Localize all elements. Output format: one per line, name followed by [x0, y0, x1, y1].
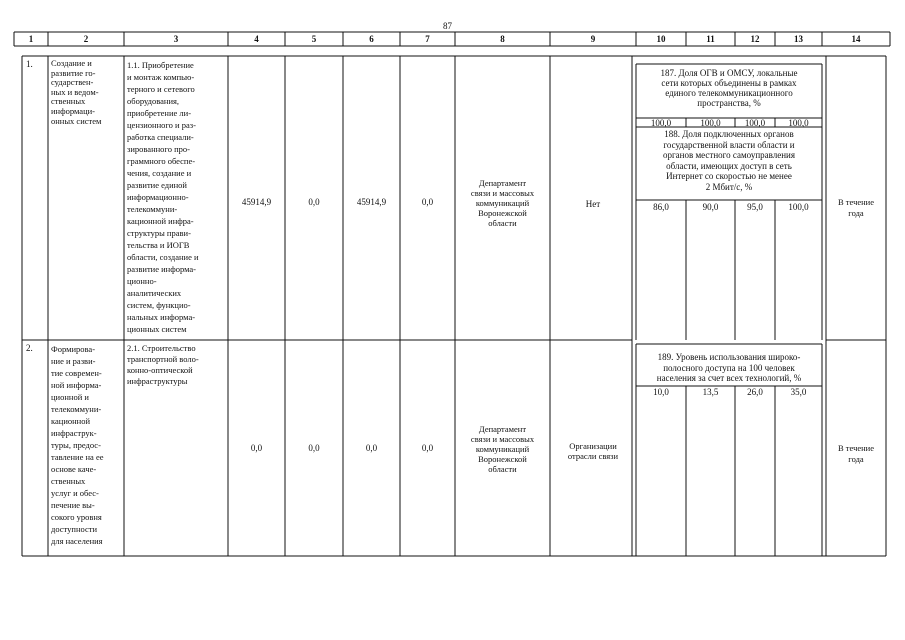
text-line: ционной и	[51, 392, 89, 402]
text-line: развитие информа-	[127, 264, 197, 274]
text-line: области, создание и	[127, 252, 199, 262]
participants	[550, 441, 636, 461]
column-header: 4	[254, 34, 259, 44]
term	[826, 443, 886, 465]
text-line: 187. Доля ОГВ и ОМСУ, локальные	[660, 68, 798, 78]
text-line: цензионного и раз-	[127, 120, 196, 130]
indicator-value: 26,0	[747, 387, 763, 397]
text-line: коммуникаций	[475, 444, 530, 454]
text-line: области	[488, 218, 517, 228]
text-line: зированного про-	[127, 144, 190, 154]
indicator-189	[636, 352, 822, 384]
text-line: Интернет со скоростью не менее	[666, 171, 792, 181]
text-line: Департамент	[478, 178, 527, 188]
text-line: основе каче-	[51, 464, 97, 474]
text-line: Создание и	[51, 58, 92, 68]
text-line: 2.1. Строительство	[127, 343, 196, 353]
text-line: кационной инфра-	[127, 216, 194, 226]
indicator-value: 95,0	[747, 202, 763, 212]
text-line: Воронежской	[478, 208, 527, 218]
text-line: 189. Уровень использования широко-	[657, 352, 801, 362]
text-line: телекоммуни-	[127, 204, 178, 214]
indicator-value: 10,0	[653, 387, 669, 397]
text-line: В течение	[838, 443, 874, 453]
text-line: связи и массовых	[470, 434, 535, 444]
text-line: ных и ведом-	[51, 86, 99, 97]
column-header: 6	[369, 34, 374, 44]
indicator-187	[636, 68, 822, 108]
text-line: сударствен-	[51, 77, 94, 88]
column-header: 13	[794, 34, 803, 44]
indicator-value: 90,0	[702, 202, 719, 212]
column-header: 9	[590, 34, 596, 44]
activity-text	[127, 59, 199, 335]
text-line: тельства и ИОГВ	[127, 240, 190, 250]
text-line: приобретение ли-	[127, 108, 192, 118]
text-line: систем, функцио-	[127, 300, 191, 310]
text-line: оборудования,	[127, 96, 180, 106]
text-line: печение вы-	[51, 500, 95, 510]
funding-value: 0,0	[421, 443, 434, 453]
text-line: 2 Мбит/с, %	[705, 181, 753, 192]
text-line: ционных систем	[127, 324, 187, 334]
text-line: отрасли связи	[567, 451, 619, 461]
text-line: доступности	[51, 524, 98, 534]
column-header: 8	[500, 34, 505, 44]
text-line: сети которых объединены в рамках	[661, 78, 797, 88]
text-line: области, имеющих доступ в сеть	[666, 160, 792, 171]
text-line: органов местного самоуправления	[662, 150, 796, 160]
participants: Нет	[585, 199, 601, 209]
text-line: структуры прави-	[127, 228, 191, 238]
text-line: конно-оптической	[127, 365, 193, 375]
funding-value: 0,0	[250, 443, 263, 453]
text-line: туры, предос-	[51, 440, 101, 450]
text-line: В течение	[838, 197, 874, 207]
text-line: тие современ-	[51, 368, 102, 378]
row-name	[51, 343, 104, 547]
indicator-value: 35,0	[790, 387, 807, 397]
indicator-value: 100,0	[788, 118, 809, 128]
text-line: 1.1. Приобретение	[127, 60, 194, 70]
text-line: аналитических	[127, 288, 182, 298]
funding-value: 45914,9	[241, 197, 272, 207]
text-line: полосного доступа на 100 человек	[663, 362, 795, 373]
text-line: Организации	[569, 441, 617, 451]
executor	[455, 424, 550, 474]
text-line: и монтаж компью-	[127, 72, 195, 82]
text-line: ной информа-	[51, 380, 102, 390]
row-number: 1.	[26, 59, 33, 69]
text-line: работка специали-	[127, 132, 194, 142]
column-header: 5	[311, 34, 317, 44]
text-line: развитие единой	[127, 180, 187, 190]
indicator-value: 100,0	[650, 118, 672, 128]
funding-value: 45914,9	[356, 197, 387, 207]
term	[826, 197, 886, 219]
text-line: ственных	[51, 96, 86, 107]
text-line: информационно-	[127, 192, 189, 202]
text-line: услуг и обес-	[51, 488, 99, 498]
column-header: 2	[83, 34, 89, 44]
text-line: информаци-	[51, 105, 95, 116]
text-line: транспортной воло-	[127, 354, 199, 364]
activity-text	[127, 343, 199, 387]
text-line: для населения	[51, 536, 103, 546]
text-line: телекоммуни-	[51, 404, 102, 414]
text-line: ционно-	[127, 276, 157, 286]
text-line: терного и сетевого	[127, 84, 195, 94]
page-number: 87	[443, 21, 452, 31]
text-line: кационной	[51, 416, 91, 426]
indicator-value: 100,0	[700, 118, 721, 128]
text-line: единого телекоммуникационного	[665, 88, 793, 98]
column-header: 10	[656, 34, 666, 44]
column-header: 1	[28, 34, 34, 44]
indicator-value: 86,0	[653, 202, 669, 212]
text-line: связи и массовых	[470, 188, 535, 198]
text-line: ние и разви-	[51, 356, 96, 366]
text-line: года	[848, 454, 864, 464]
text-line: государственной власти области и	[663, 139, 795, 150]
text-line: Формирова-	[51, 344, 96, 354]
column-header: 12	[750, 34, 760, 44]
text-line: ственных	[51, 476, 86, 486]
column-header: 11	[706, 34, 715, 44]
row-number: 2.	[26, 343, 33, 353]
row-name	[51, 59, 101, 126]
text-line: Воронежской	[478, 454, 527, 464]
indicator-188	[636, 129, 822, 192]
column-header: 14	[851, 34, 861, 44]
text-line: чения, создание и	[127, 168, 192, 178]
funding-value: 0,0	[421, 197, 434, 207]
text-line: нальных информа-	[127, 312, 196, 322]
indicator-value: 100,0	[788, 202, 809, 212]
text-line: инфраструктуры	[127, 376, 188, 386]
text-line: года	[848, 208, 864, 218]
text-line: граммного обеспе-	[127, 156, 196, 166]
indicator-value: 100,0	[744, 118, 766, 128]
text-line: пространства, %	[697, 98, 761, 108]
column-header: 7	[425, 34, 430, 44]
indicator-value: 13,5	[702, 387, 719, 397]
text-line: онных систем	[51, 115, 102, 126]
text-line: развитие го-	[51, 67, 96, 78]
column-header: 3	[173, 34, 179, 44]
funding-value: 0,0	[308, 443, 320, 453]
text-line: области	[488, 464, 517, 474]
text-line: тавление на ее	[51, 452, 104, 462]
text-line: Департамент	[478, 424, 527, 434]
funding-value: 0,0	[365, 443, 378, 453]
text-line: инфраструк-	[51, 428, 97, 438]
funding-value: 0,0	[308, 197, 320, 207]
text-line: населения за счет всех технологий, %	[656, 373, 802, 383]
text-line: 188. Доля подключенных органов	[664, 129, 794, 139]
executor	[455, 178, 550, 228]
text-line: коммуникаций	[475, 198, 530, 208]
text-line: сокого уровня	[51, 512, 102, 522]
